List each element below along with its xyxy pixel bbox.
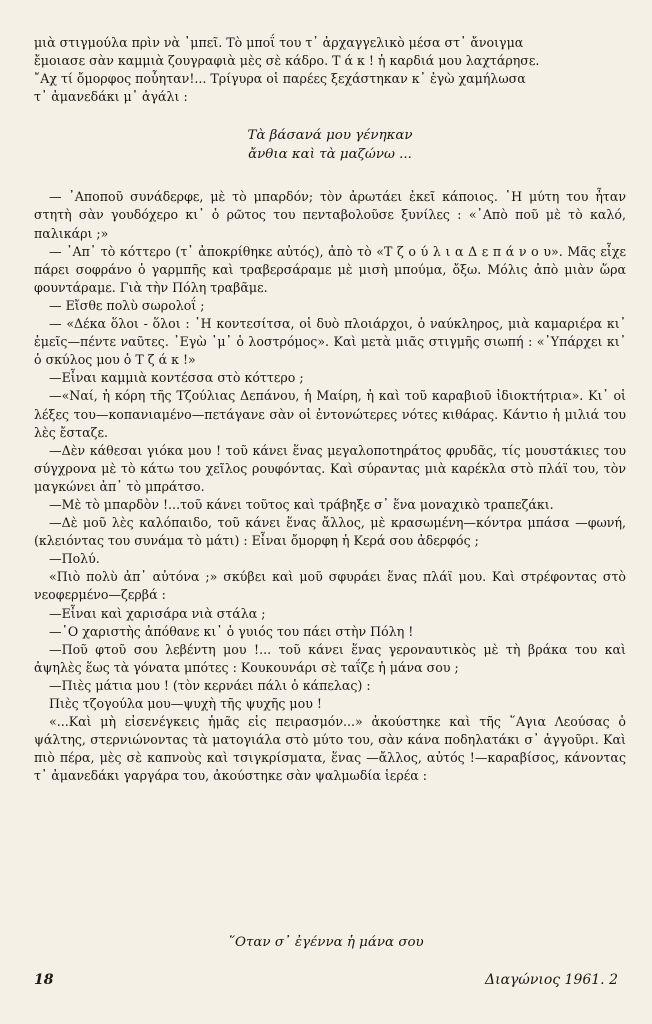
dialogue-paragraph: «Πιὸ πολὺ ἀπ᾿ αὐτόνα ;» σκύβει καὶ μοῦ σφυράει ἕνας πλάϊ μου. Καὶ στρέφοντας στὸ νεοφερμένο—ζερβά : [34,569,626,603]
dialogue-paragraph: —Ποῦ φτοῦ σου λεβέντη μου !... τοῦ κάνει ἕνας γεροναυτικὸς μὲ τὴ βράκα του καὶ ἀψηλὲς ἕως τὰ γόνατα μπότες : Κουκουνάρι σὲ ταΐζε ἡ μάνα σου ; [34,641,626,675]
paragraph: τ᾿ ἀμανεδάκι μ᾿ ἀγάλι : [34,89,188,105]
paragraph: ἔμοιασε σὰν καμμιὰ ζουγραφιὰ μὲς σὲ κάδρο. Τ ά κ ! ἡ καρδιά μου λαχτάρησε. [34,53,540,69]
dialogue-paragraph: «...Καὶ μὴ εἰσενέγκεις ἡμᾶς εἰς πειρασμόν...» ἀκούστηκε καὶ τῆς ῞Αγια Λεούσας ὁ ψάλτης, στερνιώνοντας τὰ ματογιάλα στὸ μύτο του, σὰν κάνα ποδηλατάκι σ᾿ ἀγγοῦρι. Καὶ πιὸ πέρα, μὲς σὲ καπνοὺς καὶ τσιγκρίσματα, ἕνας —ἄλλος, αὐτός !—καραβίσος, κάνοντας τ᾿ ἀμανεδάκι γαργάρα του, ἀκούστηκε σὰν ψαλμωδία ἱερέα : [34,714,626,784]
dialogue-paragraph: —Εἶναι καὶ χαρισάρα νιὰ στάλα ; [49,605,266,621]
verse-block [34,126,626,164]
dialogue-paragraph: —῾Ο χαριστὴς ἀπόθανε κι᾿ ὁ γυιός του πάει στὴν Πόλη ! [49,623,414,639]
paragraph: ῎Αχ τί ὄμορφος ποὖηταν!... Τρίγυρα οἱ παρέες ξεχάστηκαν κ᾿ ἐγὼ χαμήλωσα [34,71,526,87]
dialogue-paragraph: Πιὲς τζογούλα μου—ψυχὴ τῆς ψυχῆς μου ! [49,696,322,711]
dialogue-paragraph: — Εἴσθε πολὺ σωρολοΐ ; [49,297,205,313]
dialogue-paragraph: — ᾿Απ᾿ τὸ κόττερο (τ᾿ ἀποκρίθηκε αὐτός), ἀπὸ τὸ «Τ ζ ο ύ λ ι α Δ ε π ά ν ο υ». Μᾶς εἶχε πάρει σοφράνο ὁ γαρμπῆς καὶ τραβερσάραμε μὲ μισὴ μπούμα, ὄξω. Μόλις ἀπὸ μιὰν ὥρα φουντάραμε. Γιὰ τὴν Πόλη τραβᾶμε. [34,243,626,295]
verse-line: Τὰ βάσανά μου γένηκαν [247,128,413,144]
dialogue-paragraph: —Δὲν κάθεσαι γιόκα μου ! τοῦ κάνει ἕνας μεγαλοποτηράτος φρυδᾶς, τίς μουστάκιες του σύγχρονα μὲ τὸ κάτω του χεῖλος ρουφόντας. Καὶ σύραντας μιὰ καρέκλα στὸ πλάϊ του, τὸν μαγκώνει ἀπ᾿ τὸ μπράτσο. [34,442,626,494]
dialogue-paragraph: — ᾿Αποποῦ συνάδερφε, μὲ τὸ μπαρδόν; τὸν ἀρωτάει ἐκεῖ κάποιος. ῾Η μύτη του ἦταν στητὴ σὰν γουδόχερο κι᾿ ὁ ρῶτος του πενταβολοῦσε ξυνίλες : «᾿Απὸ ποῦ μὲ τὸ καλό, παλικάρι ;» [34,189,626,241]
dialogue-paragraph: —Πιὲς μάτια μου ! (τὸν κερνάει πάλι ὁ κάπελας) : [49,677,371,693]
dialogue-paragraph: —Εἶναι καμμιὰ κοντέσσα στὸ κόττερο ; [49,370,304,386]
dialogue-paragraph: — «Δέκα ὅλοι - ὅλοι : ῾Η κοντεσίτσα, οἱ δυὸ πλοιάρχοι, ὁ ναύκληρος, μιὰ καμαριέρα κι᾿ ἐμεῖς—πέντε ναῦτες. ᾿Εγὼ ᾿μ᾿ ὁ λοστρόμος». Καὶ μετὰ μιᾶς στιγμῆς σιωπή : «᾿Υπάρχει κι᾿ ὁ σκύλος μου ὁ Τ ζ ά κ !» [34,316,626,368]
page-number: 18 [34,972,54,988]
verse-line: ἄνθια καὶ τὰ μαζώνω ... [248,147,412,163]
dialogue-paragraph: —Δὲ μοῦ λὲς καλόπαιδο, τοῦ κάνει ἕνας ἄλλος, μὲ κρασωμένη—κόντρα μπάσα —φωνή, (κλειόντας του συνάμα τὸ μάτι) : Εἶναι ὄμορφη ἡ Κερά σου ἀδερφός ; [34,515,626,549]
journal-issue: Διαγώνιος 1961. 2 [485,972,618,988]
verse-line-final: ῞Οταν σ᾿ ἐγέννα ἡ μάνα σου [228,935,424,950]
paragraph: μιὰ στιγμούλα πρὶν νὰ ᾿μπεῖ. Τὸ μποΐ του τ᾿ ἀρχαγγελικὸ μέσα στ᾿ ἄνοιγμα [34,35,524,50]
body-text [34,34,626,785]
dialogue-paragraph: —Πολύ. [49,551,100,567]
dialogue-paragraph: —«Ναί, ἡ κόρη τῆς Τζούλιας Δεπάνου, ἡ Μαίρη, ἡ καὶ τοῦ καραβιοῦ ἰδιοκτήτρια». Κι᾿ οἱ λέξες του—κοπανιαμένο—πετάγανε σὰν οἱ ἐντονώτερες νότες κιθάρας. Κάντιο ἡ μιλιά του λὲς ἔσταζε. [34,388,626,440]
dialogue-paragraph: —Μὲ τὸ μπαρδὸν !...τοῦ κάνει τοῦτος καὶ τράβηξε σ᾿ ἕνα μοναχικὸ τραπεζάκι. [49,496,554,512]
dialogue-section [34,188,626,785]
